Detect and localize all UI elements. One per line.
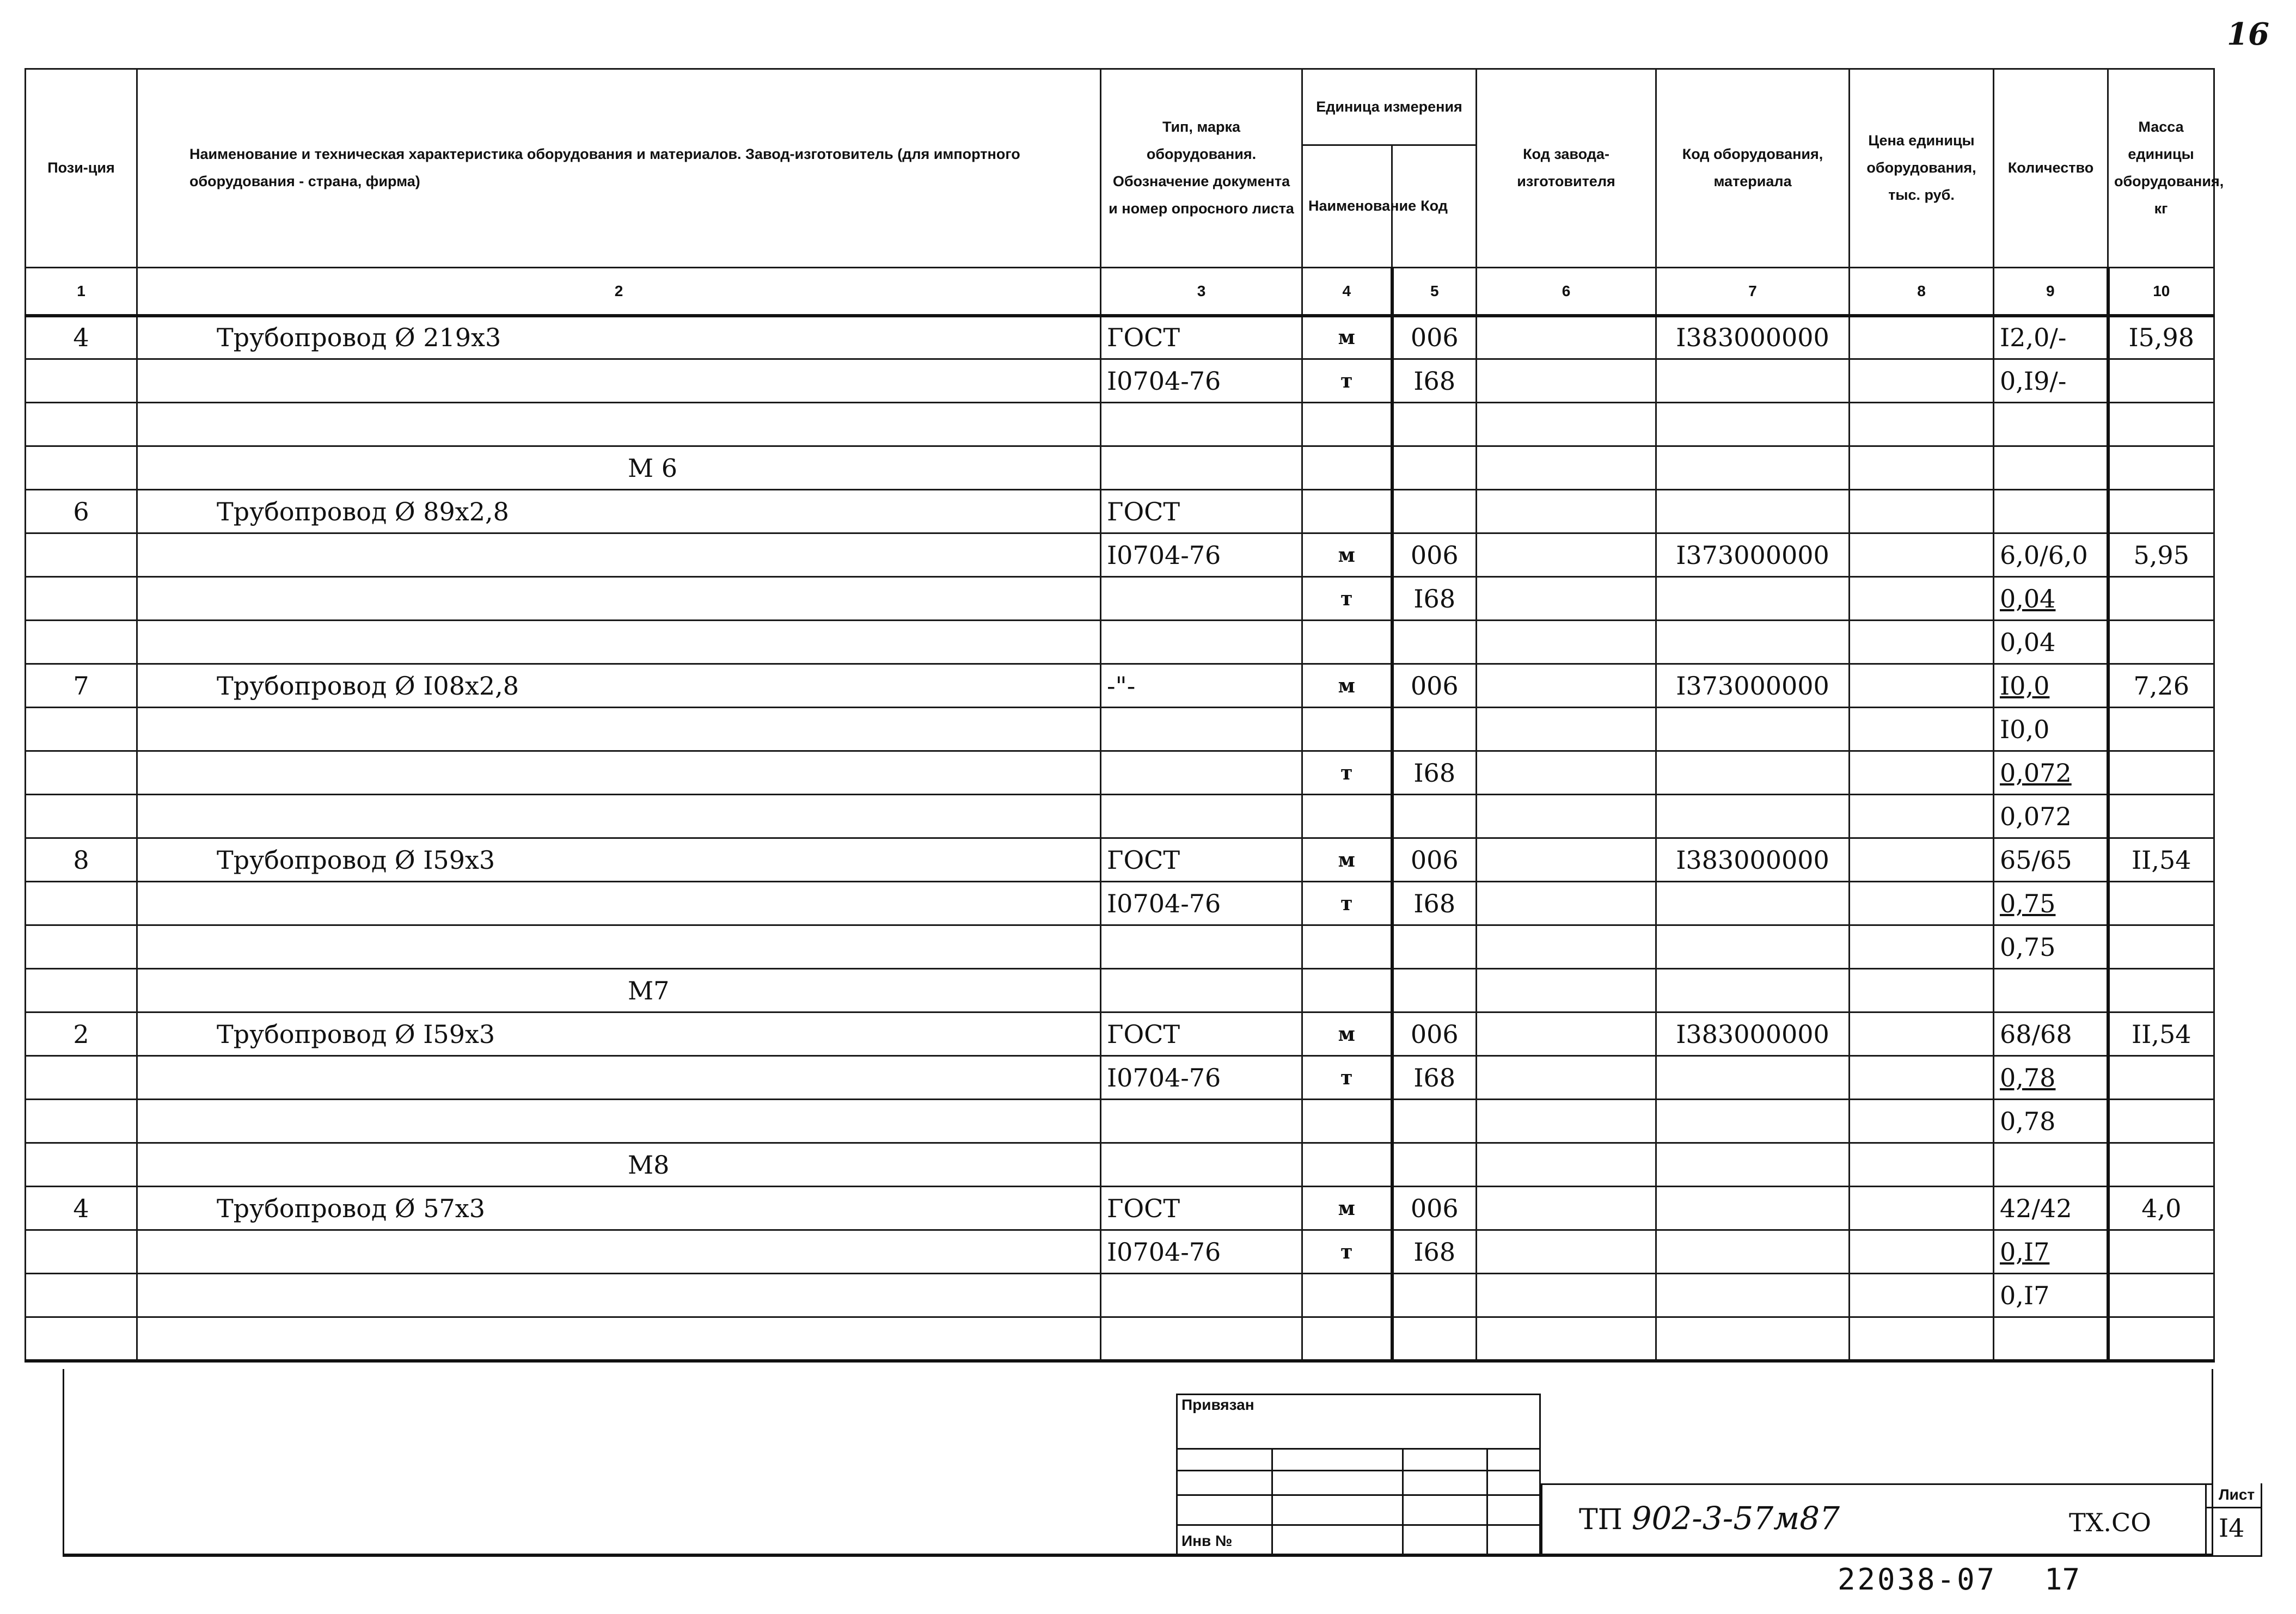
quantity-cell: 0,072	[1994, 751, 2108, 795]
quantity-cell: 42/42	[1994, 1187, 2108, 1230]
mass-cell	[2108, 1056, 2214, 1100]
price-cell	[1850, 795, 1994, 838]
equipment-code-cell: I383000000	[1656, 316, 1850, 359]
position-cell	[26, 621, 137, 664]
column-number: 10	[2108, 268, 2214, 316]
equipment-code-cell	[1656, 925, 1850, 969]
header-unit-name: Наименование	[1302, 145, 1392, 268]
mass-cell: 7,26	[2108, 664, 2214, 708]
document-cell: ГОСТ	[1101, 490, 1302, 533]
position-cell	[26, 403, 137, 446]
maker-code-cell	[1477, 969, 1656, 1012]
quantity-cell: 68/68	[1994, 1012, 2108, 1056]
position-cell	[26, 795, 137, 838]
unit-name-cell: м	[1302, 838, 1392, 882]
mass-cell	[2108, 490, 2214, 533]
price-cell	[1850, 969, 1994, 1012]
price-cell	[1850, 751, 1994, 795]
maker-code-cell	[1477, 577, 1656, 621]
position-cell	[26, 359, 137, 403]
section-row	[26, 969, 2214, 1012]
price-cell	[1850, 577, 1994, 621]
mass-cell: 5,95	[2108, 533, 2214, 577]
header-mass: Масса единицы оборудования, кг	[2108, 69, 2214, 268]
name-cell	[137, 1317, 1101, 1361]
table-row	[26, 925, 2214, 969]
unit-code-cell	[1392, 795, 1477, 838]
unit-name-cell	[1302, 1274, 1392, 1317]
table-row	[26, 1012, 2214, 1056]
position-cell: 4	[26, 316, 137, 359]
name-cell	[137, 1274, 1101, 1317]
quantity-cell: 0,75	[1994, 882, 2108, 925]
quantity-cell: 0,072	[1994, 795, 2108, 838]
position-cell	[26, 1143, 137, 1187]
name-cell	[137, 795, 1101, 838]
quantity-cell	[1994, 446, 2108, 490]
equipment-code-cell	[1656, 1274, 1850, 1317]
maker-code-cell	[1477, 1056, 1656, 1100]
quantity-cell: I2,0/-	[1994, 316, 2108, 359]
mass-cell	[2108, 751, 2214, 795]
document-cell	[1101, 751, 1302, 795]
price-cell	[1850, 446, 1994, 490]
column-number: 4	[1302, 268, 1392, 316]
unit-code-cell	[1392, 490, 1477, 533]
price-cell	[1850, 359, 1994, 403]
mass-cell	[2108, 577, 2214, 621]
quantity-cell: 0,75	[1994, 925, 2108, 969]
unit-name-cell: т	[1302, 751, 1392, 795]
bound-label: Привязан	[1181, 1396, 1254, 1413]
unit-name-cell: т	[1302, 577, 1392, 621]
equipment-code-cell	[1656, 1143, 1850, 1187]
document-cell: I0704-76	[1101, 1056, 1302, 1100]
name-cell: Трубопровод Ø 57x3	[137, 1187, 1101, 1230]
maker-code-cell	[1477, 838, 1656, 882]
mass-cell	[2108, 1230, 2214, 1274]
unit-name-cell	[1302, 403, 1392, 446]
position-cell	[26, 1274, 137, 1317]
quantity-cell	[1994, 403, 2108, 446]
table-row	[26, 664, 2214, 708]
maker-code-cell	[1477, 795, 1656, 838]
name-cell: Трубопровод Ø 89x2,8	[137, 490, 1101, 533]
table-row	[26, 1056, 2214, 1100]
name-cell	[137, 882, 1101, 925]
position-cell	[26, 533, 137, 577]
unit-code-cell: I68	[1392, 577, 1477, 621]
table-row	[26, 838, 2214, 882]
archive-number: 22038-07	[1838, 1562, 1997, 1597]
unit-name-cell: т	[1302, 1056, 1392, 1100]
position-cell	[26, 446, 137, 490]
header-quantity: Количество	[1994, 69, 2108, 268]
document-cell	[1101, 925, 1302, 969]
position-cell	[26, 969, 137, 1012]
price-cell	[1850, 621, 1994, 664]
unit-name-cell	[1302, 795, 1392, 838]
mass-cell	[2108, 403, 2214, 446]
unit-name-cell: м	[1302, 664, 1392, 708]
unit-name-cell: т	[1302, 359, 1392, 403]
unit-name-cell	[1302, 490, 1392, 533]
sheet-label: Лист	[2219, 1486, 2255, 1503]
equipment-code-cell: I373000000	[1656, 664, 1850, 708]
column-number: 5	[1392, 268, 1477, 316]
mass-cell	[2108, 359, 2214, 403]
document-cell	[1101, 1100, 1302, 1143]
archive-page: 17	[2044, 1562, 2080, 1597]
name-cell	[137, 751, 1101, 795]
name-cell: Трубопровод Ø I59x3	[137, 838, 1101, 882]
unit-code-cell	[1392, 446, 1477, 490]
name-cell	[137, 403, 1101, 446]
header-name: Наименование и техническая характеристика оборудования и материалов. Завод-изготовитель (для импортного оборудования - страна, фирма)	[137, 69, 1101, 268]
unit-code-cell: I68	[1392, 359, 1477, 403]
quantity-cell: 0,I7	[1994, 1230, 2108, 1274]
document-cell: ГОСТ	[1101, 1012, 1302, 1056]
unit-name-cell: т	[1302, 882, 1392, 925]
price-cell	[1850, 664, 1994, 708]
header-type: Тип, марка оборудования. Обозначение документа и номер опросного листа	[1101, 69, 1302, 268]
price-cell	[1850, 316, 1994, 359]
table-row	[26, 795, 2214, 838]
unit-code-cell: 006	[1392, 1012, 1477, 1056]
table-row	[26, 708, 2214, 751]
mass-cell: 4,0	[2108, 1187, 2214, 1230]
unit-name-cell	[1302, 446, 1392, 490]
quantity-cell: 0,04	[1994, 621, 2108, 664]
unit-code-cell: I68	[1392, 1230, 1477, 1274]
maker-code-cell	[1477, 621, 1656, 664]
header-position: Пози-ция	[26, 69, 137, 268]
price-cell	[1850, 838, 1994, 882]
maker-code-cell	[1477, 1317, 1656, 1361]
equipment-code-cell	[1656, 490, 1850, 533]
equipment-code-cell	[1656, 1230, 1850, 1274]
header-maker-code: Код завода-изготовителя	[1477, 69, 1656, 268]
price-cell	[1850, 882, 1994, 925]
position-cell: 4	[26, 1187, 137, 1230]
mass-cell	[2108, 882, 2214, 925]
maker-code-cell	[1477, 751, 1656, 795]
maker-code-cell	[1477, 664, 1656, 708]
price-cell	[1850, 708, 1994, 751]
unit-name-cell: м	[1302, 533, 1392, 577]
column-number: 3	[1101, 268, 1302, 316]
name-cell	[137, 621, 1101, 664]
unit-name-cell: м	[1302, 316, 1392, 359]
document-cell: ГОСТ	[1101, 838, 1302, 882]
table-row	[26, 621, 2214, 664]
name-cell: Трубопровод Ø 219x3	[137, 316, 1101, 359]
table-row	[26, 882, 2214, 925]
quantity-cell: I0,0	[1994, 664, 2108, 708]
equipment-code-cell	[1656, 751, 1850, 795]
position-cell	[26, 1056, 137, 1100]
mass-cell	[2108, 969, 2214, 1012]
name-cell: Трубопровод Ø I08x2,8	[137, 664, 1101, 708]
maker-code-cell	[1477, 1012, 1656, 1056]
equipment-code-cell	[1656, 1100, 1850, 1143]
unit-code-cell: 006	[1392, 838, 1477, 882]
unit-code-cell: 006	[1392, 664, 1477, 708]
table-row	[26, 1230, 2214, 1274]
quantity-cell: 65/65	[1994, 838, 2108, 882]
document-cell: ГОСТ	[1101, 316, 1302, 359]
document-cell	[1101, 577, 1302, 621]
name-cell	[137, 533, 1101, 577]
quantity-cell: 0,I9/-	[1994, 359, 2108, 403]
maker-code-cell	[1477, 1143, 1656, 1187]
price-cell	[1850, 1012, 1994, 1056]
unit-name-cell	[1302, 708, 1392, 751]
maker-code-cell	[1477, 1274, 1656, 1317]
quantity-cell	[1994, 1143, 2108, 1187]
unit-name-cell	[1302, 1100, 1392, 1143]
column-number: 9	[1994, 268, 2108, 316]
header-unit-code: Код	[1392, 145, 1477, 268]
document-cell	[1101, 708, 1302, 751]
equipment-code-cell	[1656, 1056, 1850, 1100]
unit-code-cell	[1392, 1143, 1477, 1187]
mass-cell	[2108, 708, 2214, 751]
table-row	[26, 1274, 2214, 1317]
name-cell	[137, 708, 1101, 751]
price-cell	[1850, 403, 1994, 446]
unit-code-cell	[1392, 1317, 1477, 1361]
unit-code-cell: 006	[1392, 316, 1477, 359]
column-number: 6	[1477, 268, 1656, 316]
quantity-cell: 0,78	[1994, 1100, 2108, 1143]
maker-code-cell	[1477, 1230, 1656, 1274]
sheet-code: ТХ.СО	[2069, 1508, 2151, 1537]
quantity-cell: I0,0	[1994, 708, 2108, 751]
specification-table	[25, 68, 2224, 1363]
unit-name-cell	[1302, 1143, 1392, 1187]
document-prefix: ТП	[1579, 1503, 1623, 1536]
unit-code-cell: 006	[1392, 1187, 1477, 1230]
unit-code-cell	[1392, 708, 1477, 751]
document-cell	[1101, 1143, 1302, 1187]
position-cell: 2	[26, 1012, 137, 1056]
section-row	[26, 446, 2214, 490]
column-number: 7	[1656, 268, 1850, 316]
name-cell	[137, 925, 1101, 969]
maker-code-cell	[1477, 403, 1656, 446]
maker-code-cell	[1477, 359, 1656, 403]
position-cell	[26, 925, 137, 969]
document-number: 902-3-57м87	[1631, 1500, 1840, 1537]
table-row	[26, 577, 2214, 621]
table-row	[26, 751, 2214, 795]
mass-cell: II,54	[2108, 838, 2214, 882]
name-cell	[137, 359, 1101, 403]
header-equipment-code: Код оборудования, материала	[1656, 69, 1850, 268]
equipment-code-cell	[1656, 969, 1850, 1012]
column-number: 8	[1850, 268, 1994, 316]
unit-code-cell: I68	[1392, 882, 1477, 925]
mass-cell	[2108, 621, 2214, 664]
position-cell	[26, 708, 137, 751]
position-cell	[26, 577, 137, 621]
document-cell: -"-	[1101, 664, 1302, 708]
maker-code-cell	[1477, 490, 1656, 533]
mass-cell	[2108, 1317, 2214, 1361]
section-row	[26, 1143, 2214, 1187]
unit-code-cell: 006	[1392, 533, 1477, 577]
position-cell: 7	[26, 664, 137, 708]
name-cell	[137, 1230, 1101, 1274]
column-number: 2	[137, 268, 1101, 316]
unit-code-cell: I68	[1392, 1056, 1477, 1100]
price-cell	[1850, 1056, 1994, 1100]
name-cell: Трубопровод Ø I59x3	[137, 1012, 1101, 1056]
mass-cell: I5,98	[2108, 316, 2214, 359]
unit-name-cell	[1302, 1317, 1392, 1361]
position-cell	[26, 1317, 137, 1361]
position-cell	[26, 751, 137, 795]
position-cell: 8	[26, 838, 137, 882]
name-cell: М8	[137, 1143, 1101, 1187]
maker-code-cell	[1477, 533, 1656, 577]
unit-name-cell	[1302, 925, 1392, 969]
table-row	[26, 316, 2214, 359]
document-cell	[1101, 969, 1302, 1012]
price-cell	[1850, 1143, 1994, 1187]
unit-code-cell	[1392, 969, 1477, 1012]
quantity-cell: 0,I7	[1994, 1274, 2108, 1317]
table-row	[26, 1100, 2214, 1143]
equipment-code-cell	[1656, 577, 1850, 621]
equipment-code-cell	[1656, 1317, 1850, 1361]
name-cell	[137, 1056, 1101, 1100]
document-cell: I0704-76	[1101, 1230, 1302, 1274]
unit-code-cell	[1392, 1100, 1477, 1143]
equipment-code-cell: I373000000	[1656, 533, 1850, 577]
quantity-cell	[1994, 1317, 2108, 1361]
name-cell: М 6	[137, 446, 1101, 490]
price-cell	[1850, 533, 1994, 577]
mass-cell: II,54	[2108, 1012, 2214, 1056]
unit-name-cell: м	[1302, 1187, 1392, 1230]
unit-code-cell	[1392, 1274, 1477, 1317]
price-cell	[1850, 1317, 1994, 1361]
equipment-code-cell	[1656, 446, 1850, 490]
price-cell	[1850, 1100, 1994, 1143]
equipment-code-cell	[1656, 359, 1850, 403]
mass-cell	[2108, 1274, 2214, 1317]
header-unit-group: Единица измерения	[1302, 69, 1477, 145]
unit-name-cell	[1302, 621, 1392, 664]
table-row	[26, 490, 2214, 533]
equipment-code-cell: I383000000	[1656, 1012, 1850, 1056]
document-cell	[1101, 795, 1302, 838]
page-number: 16	[2227, 16, 2269, 52]
quantity-cell	[1994, 490, 2108, 533]
header-price: Цена единицы оборудования, тыс. руб.	[1850, 69, 1994, 268]
position-cell	[26, 882, 137, 925]
table-row	[26, 403, 2214, 446]
unit-name-cell	[1302, 969, 1392, 1012]
document-cell	[1101, 621, 1302, 664]
unit-code-cell: I68	[1392, 751, 1477, 795]
column-number: 1	[26, 268, 137, 316]
table-row	[26, 1317, 2214, 1361]
document-cell	[1101, 446, 1302, 490]
unit-name-cell: м	[1302, 1012, 1392, 1056]
document-cell	[1101, 1317, 1302, 1361]
maker-code-cell	[1477, 1100, 1656, 1143]
equipment-code-cell	[1656, 403, 1850, 446]
mass-cell	[2108, 1100, 2214, 1143]
quantity-cell	[1994, 969, 2108, 1012]
mass-cell	[2108, 1143, 2214, 1187]
equipment-code-cell	[1656, 882, 1850, 925]
position-cell	[26, 1230, 137, 1274]
document-cell: ГОСТ	[1101, 1187, 1302, 1230]
quantity-cell: 6,0/6,0	[1994, 533, 2108, 577]
quantity-cell: 0,78	[1994, 1056, 2108, 1100]
inventory-label: Инв №	[1181, 1532, 1233, 1549]
equipment-code-cell: I383000000	[1656, 838, 1850, 882]
document-cell: I0704-76	[1101, 882, 1302, 925]
unit-code-cell	[1392, 621, 1477, 664]
sheet-number: I4	[2219, 1513, 2245, 1543]
maker-code-cell	[1477, 925, 1656, 969]
equipment-code-cell	[1656, 1187, 1850, 1230]
table-row	[26, 1187, 2214, 1230]
unit-code-cell	[1392, 925, 1477, 969]
price-cell	[1850, 925, 1994, 969]
document-code	[1579, 1500, 1840, 1537]
name-cell	[137, 1100, 1101, 1143]
name-cell: М7	[137, 969, 1101, 1012]
mass-cell	[2108, 446, 2214, 490]
mass-cell	[2108, 925, 2214, 969]
document-cell: I0704-76	[1101, 359, 1302, 403]
price-cell	[1850, 1230, 1994, 1274]
maker-code-cell	[1477, 1187, 1656, 1230]
mass-cell	[2108, 795, 2214, 838]
equipment-code-cell	[1656, 621, 1850, 664]
position-cell: 6	[26, 490, 137, 533]
maker-code-cell	[1477, 708, 1656, 751]
maker-code-cell	[1477, 446, 1656, 490]
quantity-cell: 0,04	[1994, 577, 2108, 621]
table-row	[26, 359, 2214, 403]
price-cell	[1850, 1274, 1994, 1317]
maker-code-cell	[1477, 316, 1656, 359]
equipment-code-cell	[1656, 708, 1850, 751]
maker-code-cell	[1477, 882, 1656, 925]
unit-code-cell	[1392, 403, 1477, 446]
unit-name-cell: т	[1302, 1230, 1392, 1274]
document-cell	[1101, 1274, 1302, 1317]
document-cell	[1101, 403, 1302, 446]
document-cell: I0704-76	[1101, 533, 1302, 577]
price-cell	[1850, 490, 1994, 533]
table-row	[26, 533, 2214, 577]
equipment-code-cell	[1656, 795, 1850, 838]
name-cell	[137, 577, 1101, 621]
position-cell	[26, 1100, 137, 1143]
price-cell	[1850, 1187, 1994, 1230]
